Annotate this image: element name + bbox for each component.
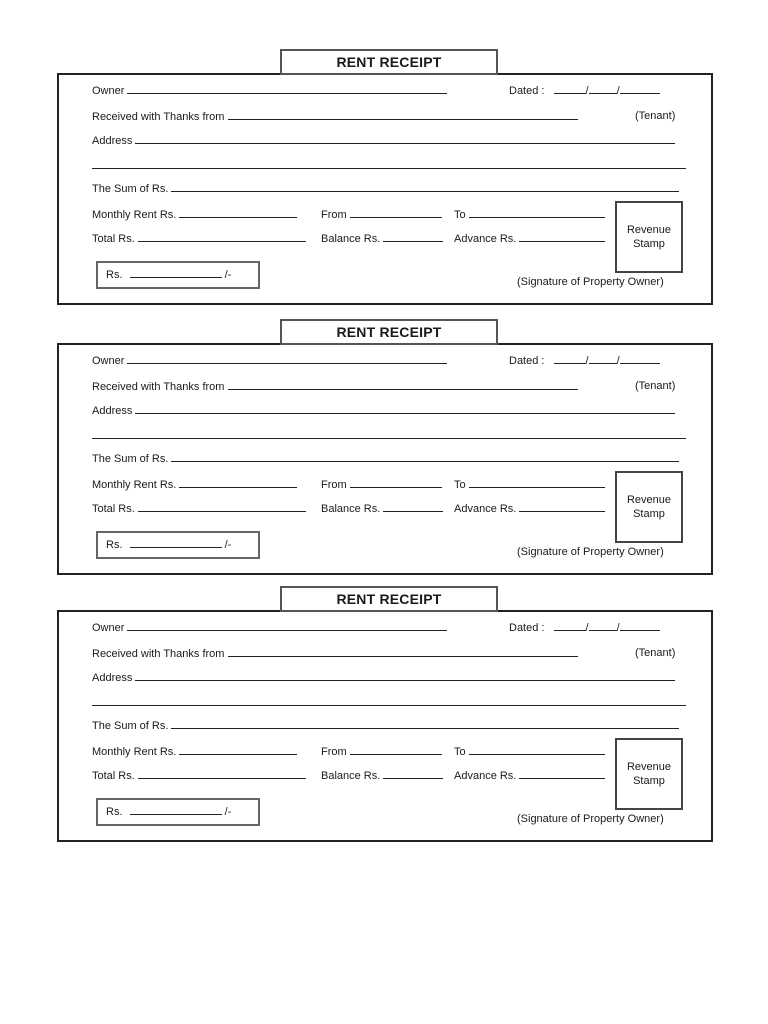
owner-label: Owner: [92, 355, 125, 367]
tenant-name-field[interactable]: [228, 379, 578, 390]
from-row: [321, 744, 442, 759]
address-field[interactable]: [135, 133, 675, 144]
revenue-stamp-box: [615, 201, 683, 273]
balance-field[interactable]: [383, 768, 443, 779]
monthly-rent-field[interactable]: [179, 477, 297, 488]
monthly-rent-row: [92, 477, 297, 492]
sum-label: The Sum of Rs.: [92, 183, 169, 195]
to-field[interactable]: [469, 744, 605, 755]
stamp-line-2: Stamp: [633, 238, 665, 250]
owner-row: [92, 620, 447, 635]
received-label: Received with Thanks from: [92, 648, 225, 660]
total-field[interactable]: [138, 768, 306, 779]
receipt-title: RENT RECEIPT: [280, 319, 498, 345]
to-label: To: [454, 746, 466, 758]
amount-field[interactable]: [130, 804, 222, 815]
address-line-2[interactable]: [92, 705, 686, 706]
dated-label: Dated :: [509, 355, 545, 367]
sum-field[interactable]: [171, 181, 679, 192]
monthly-rent-label: Monthly Rent Rs.: [92, 209, 177, 221]
amount-prefix: Rs.: [106, 539, 123, 551]
date-row: Dated : / /: [509, 353, 660, 368]
address-label: Address: [92, 672, 133, 684]
sum-label: The Sum of Rs.: [92, 720, 169, 732]
from-row: [321, 207, 442, 222]
amount-suffix: /-: [224, 269, 232, 281]
revenue-stamp-box: [615, 738, 683, 810]
tenant-label: (Tenant): [635, 647, 676, 659]
total-label: Total Rs.: [92, 233, 135, 245]
balance-label: Balance Rs.: [321, 770, 381, 782]
sum-row: [92, 181, 679, 196]
dated-label: Dated :: [509, 85, 545, 97]
tenant-name-field[interactable]: [228, 109, 578, 120]
monthly-rent-label: Monthly Rent Rs.: [92, 479, 177, 491]
signature-label: (Signature of Property Owner): [517, 546, 664, 558]
from-label: From: [321, 209, 347, 221]
amount-suffix: /-: [224, 539, 232, 551]
tenant-label: (Tenant): [635, 110, 676, 122]
total-field[interactable]: [138, 231, 306, 242]
date-row: Dated : / /: [509, 620, 660, 635]
to-label: To: [454, 479, 466, 491]
from-label: From: [321, 479, 347, 491]
total-row: [92, 501, 306, 516]
advance-label: Advance Rs.: [454, 233, 517, 245]
owner-field[interactable]: [127, 620, 447, 631]
sum-label: The Sum of Rs.: [92, 453, 169, 465]
signature-label: (Signature of Property Owner): [517, 276, 664, 288]
date-year-field[interactable]: [620, 620, 660, 631]
monthly-rent-field[interactable]: [179, 207, 297, 218]
date-day-field[interactable]: [554, 353, 586, 364]
amount-prefix: Rs.: [106, 269, 123, 281]
total-row: [92, 768, 306, 783]
amount-field[interactable]: [130, 267, 222, 278]
advance-field[interactable]: [519, 501, 605, 512]
address-label: Address: [92, 135, 133, 147]
monthly-rent-row: [92, 744, 297, 759]
amount-field[interactable]: [130, 537, 222, 548]
receipt-title: RENT RECEIPT: [280, 586, 498, 612]
amount-box: [96, 531, 260, 559]
stamp-line-1: Revenue: [626, 494, 672, 506]
advance-row: [454, 768, 605, 783]
received-label: Received with Thanks from: [92, 381, 225, 393]
balance-field[interactable]: [383, 501, 443, 512]
advance-row: [454, 501, 605, 516]
to-label: To: [454, 209, 466, 221]
rent-receipt-1: [57, 54, 713, 305]
to-field[interactable]: [469, 477, 605, 488]
monthly-rent-row: [92, 207, 297, 222]
date-row: Dated : / /: [509, 83, 660, 98]
dated-label: Dated :: [509, 622, 545, 634]
from-field[interactable]: [350, 477, 442, 488]
rent-receipt-3: [57, 591, 713, 842]
balance-field[interactable]: [383, 231, 443, 242]
tenant-name-field[interactable]: [228, 646, 578, 657]
balance-row: [321, 231, 443, 246]
from-label: From: [321, 746, 347, 758]
from-field[interactable]: [350, 207, 442, 218]
total-label: Total Rs.: [92, 770, 135, 782]
signature-label: (Signature of Property Owner): [517, 813, 664, 825]
amount-suffix: /-: [224, 806, 232, 818]
sum-field[interactable]: [171, 451, 679, 462]
address-field[interactable]: [135, 403, 675, 414]
rent-receipt-2: [57, 324, 713, 575]
receipt-title: RENT RECEIPT: [280, 49, 498, 75]
date-month-field[interactable]: [589, 83, 617, 94]
date-month-field[interactable]: [589, 620, 617, 631]
revenue-stamp-box: [615, 471, 683, 543]
date-day-field[interactable]: [554, 620, 586, 631]
total-row: [92, 231, 306, 246]
to-row: [454, 207, 605, 222]
tenant-label: (Tenant): [635, 380, 676, 392]
received-label: Received with Thanks from: [92, 111, 225, 123]
stamp-line-1: Revenue: [626, 224, 672, 236]
date-year-field[interactable]: [620, 83, 660, 94]
balance-label: Balance Rs.: [321, 233, 381, 245]
monthly-rent-label: Monthly Rent Rs.: [92, 746, 177, 758]
address-label: Address: [92, 405, 133, 417]
stamp-line-1: Revenue: [626, 761, 672, 773]
received-row: [92, 109, 578, 124]
date-month-field[interactable]: [589, 353, 617, 364]
sum-row: [92, 451, 679, 466]
address-line-2[interactable]: [92, 438, 686, 439]
to-row: [454, 477, 605, 492]
address-row: [92, 670, 675, 685]
address-line-2[interactable]: [92, 168, 686, 169]
balance-row: [321, 501, 443, 516]
amount-box: [96, 798, 260, 826]
received-row: [92, 379, 578, 394]
address-row: [92, 133, 675, 148]
advance-row: [454, 231, 605, 246]
advance-field[interactable]: [519, 768, 605, 779]
stamp-line-2: Stamp: [633, 775, 665, 787]
amount-box: [96, 261, 260, 289]
to-field[interactable]: [469, 207, 605, 218]
owner-label: Owner: [92, 622, 125, 634]
address-field[interactable]: [135, 670, 675, 681]
owner-field[interactable]: [127, 83, 447, 94]
balance-label: Balance Rs.: [321, 503, 381, 515]
received-row: [92, 646, 578, 661]
owner-row: [92, 353, 447, 368]
to-row: [454, 744, 605, 759]
total-field[interactable]: [138, 501, 306, 512]
owner-label: Owner: [92, 85, 125, 97]
address-row: [92, 403, 675, 418]
advance-label: Advance Rs.: [454, 770, 517, 782]
sum-row: [92, 718, 679, 733]
from-row: [321, 477, 442, 492]
date-year-field[interactable]: [620, 353, 660, 364]
owner-field[interactable]: [127, 353, 447, 364]
balance-row: [321, 768, 443, 783]
stamp-line-2: Stamp: [633, 508, 665, 520]
advance-label: Advance Rs.: [454, 503, 517, 515]
sum-field[interactable]: [171, 718, 679, 729]
monthly-rent-field[interactable]: [179, 744, 297, 755]
total-label: Total Rs.: [92, 503, 135, 515]
date-day-field[interactable]: [554, 83, 586, 94]
amount-prefix: Rs.: [106, 806, 123, 818]
from-field[interactable]: [350, 744, 442, 755]
owner-row: [92, 83, 447, 98]
advance-field[interactable]: [519, 231, 605, 242]
